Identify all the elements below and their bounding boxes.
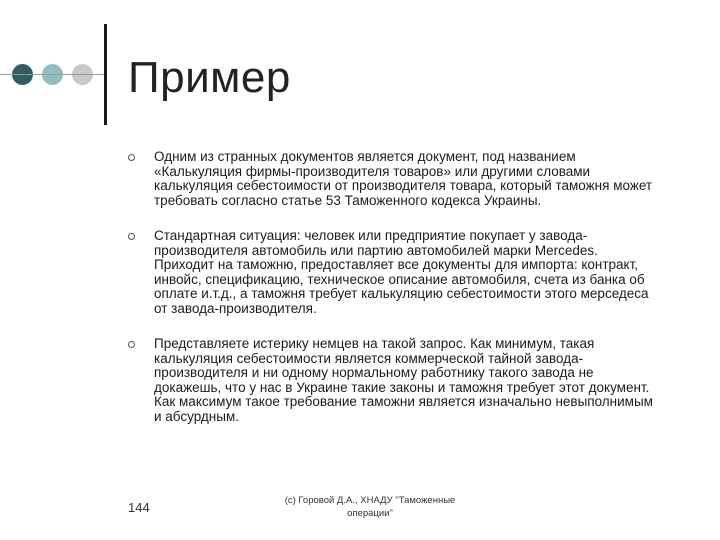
bullet-circle-icon bbox=[128, 341, 135, 348]
bullet-text: Представляете истерику немцев на такой запрос. Как минимум, такая калькуляция себестоимости является коммерческой тайной завода-производителя и ни одному нормальному работнику такого завода не докажешь, что у нас в Украине такие законы и таможня требует этот документ. Как максимум такое требование таможни является изначально невыполнимым и абсурдным. bbox=[154, 336, 653, 424]
bullet-item bbox=[128, 229, 658, 316]
bullet-circle-icon bbox=[128, 154, 135, 161]
decorative-dots bbox=[12, 64, 98, 86]
slide-title: Пример bbox=[128, 53, 291, 102]
bullet-item bbox=[128, 150, 658, 208]
vertical-divider bbox=[104, 24, 107, 125]
horizontal-rule bbox=[0, 74, 104, 75]
footer-text: (c) Горовой Д.А., ХНАДУ "Таможенные операции" bbox=[284, 495, 456, 519]
page-number: 144 bbox=[128, 500, 150, 515]
bullet-text: Стандартная ситуация: человек или предприятие покупает у завода-производителя автомобиль или партию автомобилей марки Mercedes. Приходит на таможню, предоставляет все документы для импорта: контракт, инвойс, спецификацию, техническое описание автомобиля, счета из банка об оплате и.т.д., а таможня требует калькуляцию себестоимости этого мерседеса от завода-производителя. bbox=[154, 228, 649, 316]
bullet-circle-icon bbox=[128, 233, 135, 240]
bullet-text: Одним из странных документов является документ, под названием «Калькуляция фирмы-производителя товаров» или другими словами калькуляция себестоимости от производителя товара, который таможня может требовать согласно статье 53 Таможенного кодекса Украины. bbox=[154, 149, 653, 208]
bullet-item bbox=[128, 337, 658, 424]
bullet-list bbox=[128, 150, 658, 424]
